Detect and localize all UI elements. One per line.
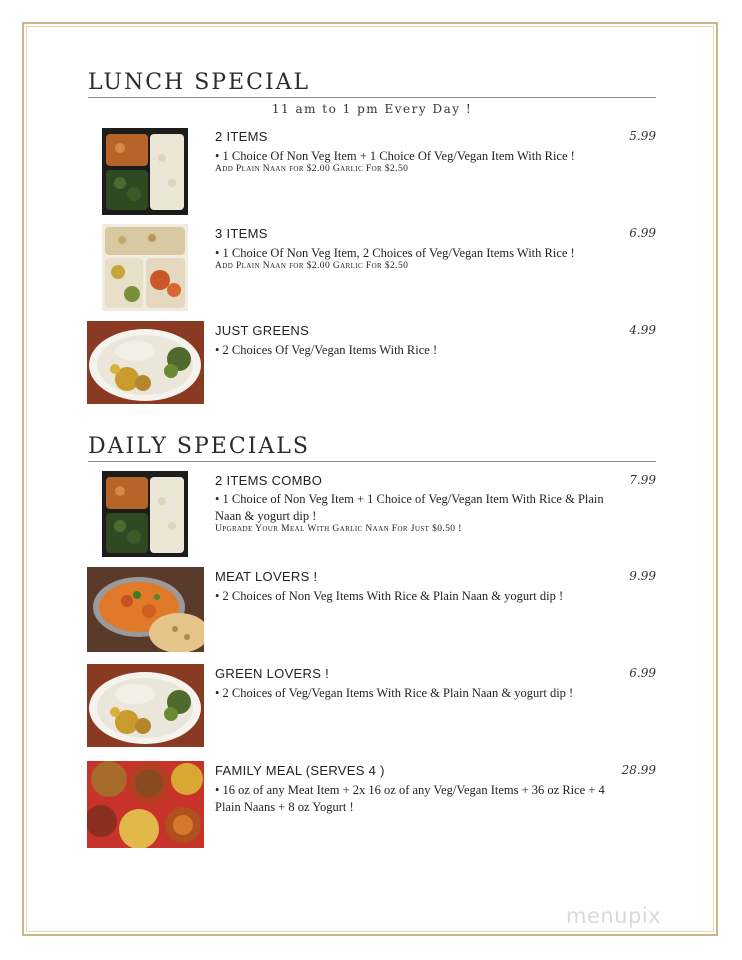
item-price-green-lovers: 6.99 [629,666,656,680]
item-price-family-meal: 28.99 [621,763,656,777]
item-note-2-items: Add Plain Naan for $2.00 Garlic For $2.50 [215,164,409,174]
item-name-2-items: 2 ITEMS [215,129,268,144]
item-name-just-greens: JUST GREENS [215,323,310,338]
item-note-3-items: Add Plain Naan for $2.00 Garlic For $2.50 [215,261,409,271]
item-price-just-greens: 4.99 [629,323,656,337]
food-photo-2-items-combo [102,471,188,557]
food-photo-green-lovers [87,664,204,747]
item-price-3-items: 6.99 [629,226,656,240]
item-desc-2-items-combo: • 1 Choice of Non Veg Item + 1 Choice of Veg/Vegan Item With Rice & Plain Naan & yogurt dip ! [215,492,604,523]
lunch-section-title: LUNCH SPECIAL [88,70,656,98]
menupix-watermark: menupix [566,904,662,928]
food-photo-2-items [102,128,188,215]
item-name-meat-lovers: MEAT LOVERS ! [215,569,318,584]
item-price-2-items-combo: 7.99 [629,473,656,487]
item-desc-meat-lovers: • 2 Choices of Non Veg Items With Rice & Plain Naan & yogurt dip ! [215,589,564,603]
item-desc-3-items: • 1 Choice Of Non Veg Item, 2 Choices of Veg/Vegan Items With Rice ! [215,246,575,260]
item-note-2-items-combo: Upgrade Your Meal With Garlic Naan For Just $0.50 ! [215,524,462,534]
food-photo-family-meal [87,761,204,848]
item-name-green-lovers: GREEN LOVERS ! [215,666,330,681]
lunch-hours: 11 am to 1 pm Every Day ! [271,102,473,116]
daily-section-title: DAILY SPECIALS [88,434,656,462]
item-desc-family-meal: • 16 oz of any Meat Item + 2x 16 oz of any Veg/Vegan Items + 36 oz Rice + 4 Plain Naans + 8 oz Yogurt ! [215,783,605,814]
item-price-meat-lovers: 9.99 [629,569,656,583]
food-photo-3-items [102,224,188,311]
item-price-2-items: 5.99 [629,129,656,143]
food-photo-just-greens [87,321,204,404]
item-name-2-items-combo: 2 ITEMS COMBO [215,473,323,488]
item-desc-green-lovers: • 2 Choices of Veg/Vegan Items With Rice & Plain Naan & yogurt dip ! [215,686,574,700]
item-desc-2-items: • 1 Choice Of Non Veg Item + 1 Choice Of Veg/Vegan Item With Rice ! [215,149,575,163]
item-name-3-items: 3 ITEMS [215,226,268,241]
food-photo-meat-lovers [87,567,204,652]
item-desc-just-greens: • 2 Choices Of Veg/Vegan Items With Rice ! [215,343,438,357]
item-name-family-meal: FAMILY MEAL (SERVES 4 ) [215,763,385,778]
